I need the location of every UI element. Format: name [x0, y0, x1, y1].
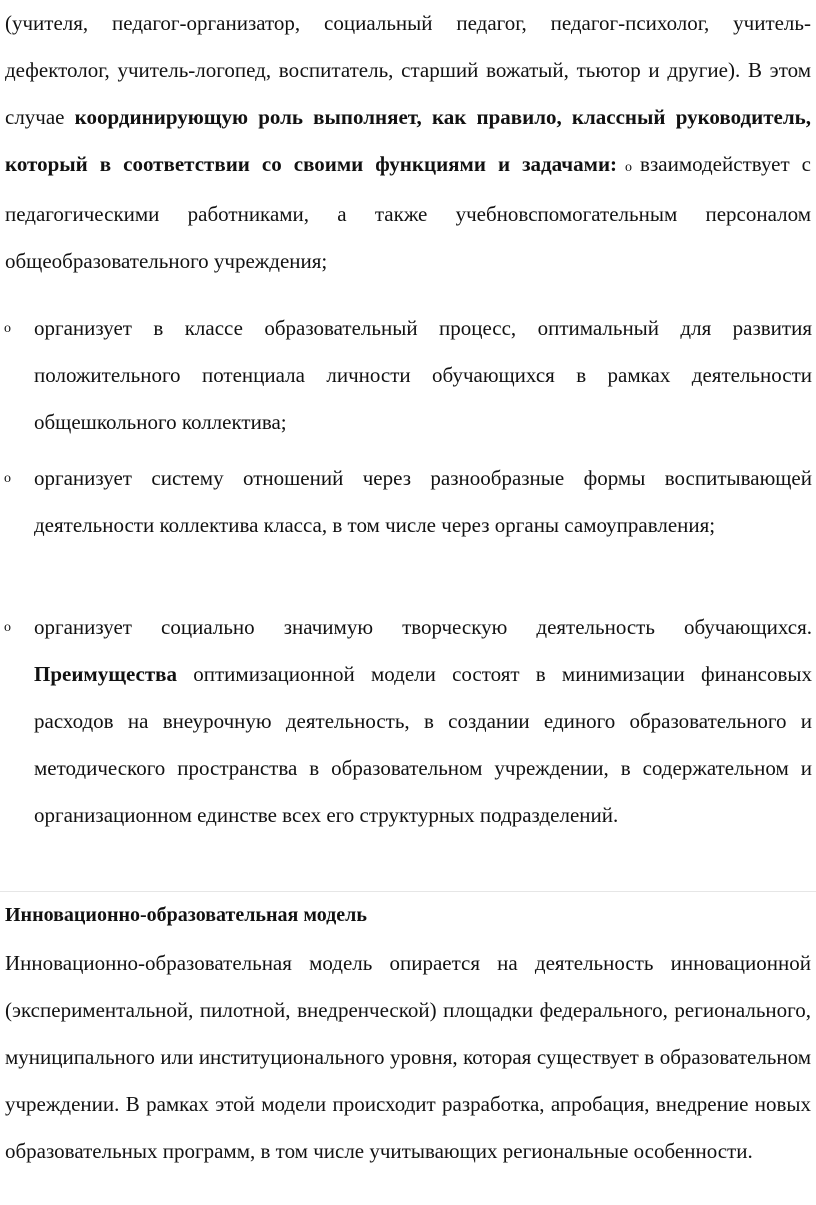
list-item-text-start: организует социально значимую творческую деятельность обучающихся. — [34, 615, 812, 639]
list-item-text-end: оптимизационной модели состоят в минимизации финансовых расходов на внеурочную деятельность, в создании единого образовательного и методического пространства в образовательном учреждении, в содержательном и организационном единстве всех его структурных подразделений. — [34, 662, 812, 827]
inline-bullet-icon: o — [625, 160, 633, 175]
list-item-text: организует в классе образовательный процесс, оптимальный для развития положительного потенциала личности обучающихся в рамках деятельности общешкольного коллектива; — [34, 316, 812, 434]
intro-text-end: взаимодействует с педагогическими работниками, а также учебновспомогательным персоналом общеобразовательного учреждения; — [5, 152, 811, 273]
intro-text-start: (учителя, педагог-организатор, социальный педагог, педагог-психолог, учитель-дефектолог, учитель-логопед, воспитатель, старший вожатый, тьютор и другие). В этом случае — [5, 11, 811, 129]
advantages-bold-text: Преимущества — [34, 662, 178, 686]
bullet-icon: o — [4, 321, 11, 336]
list-item-text: организует систему отношений через разнообразные формы воспитывающей деятельности коллектива класса, в том числе через органы самоуправления; — [34, 466, 812, 537]
bullet-icon: o — [4, 471, 11, 486]
section-heading: Инновационно-образовательная модель — [5, 904, 367, 926]
section-paragraph: Инновационно-образовательная модель опирается на деятельность инновационной (экспериментальной, пилотной, внедренческой) площадки федерального, регионального, муниципального или институционального уровня, которая существует в образовательном учреждении. В рамках этой модели происходит разработка, апробация, внедрение новых образовательных программ, в том числе учитывающих региональные особенности. — [5, 951, 811, 1163]
section-divider — [0, 891, 816, 892]
intro-paragraph — [5, 0, 811, 285]
list-item-text — [34, 604, 812, 839]
bullet-icon: o — [4, 620, 11, 635]
intro-bold-text: координирующую роль выполняет, как правило, классный руководитель, который в соответствии со своими функциями и задачами: — [5, 105, 811, 176]
